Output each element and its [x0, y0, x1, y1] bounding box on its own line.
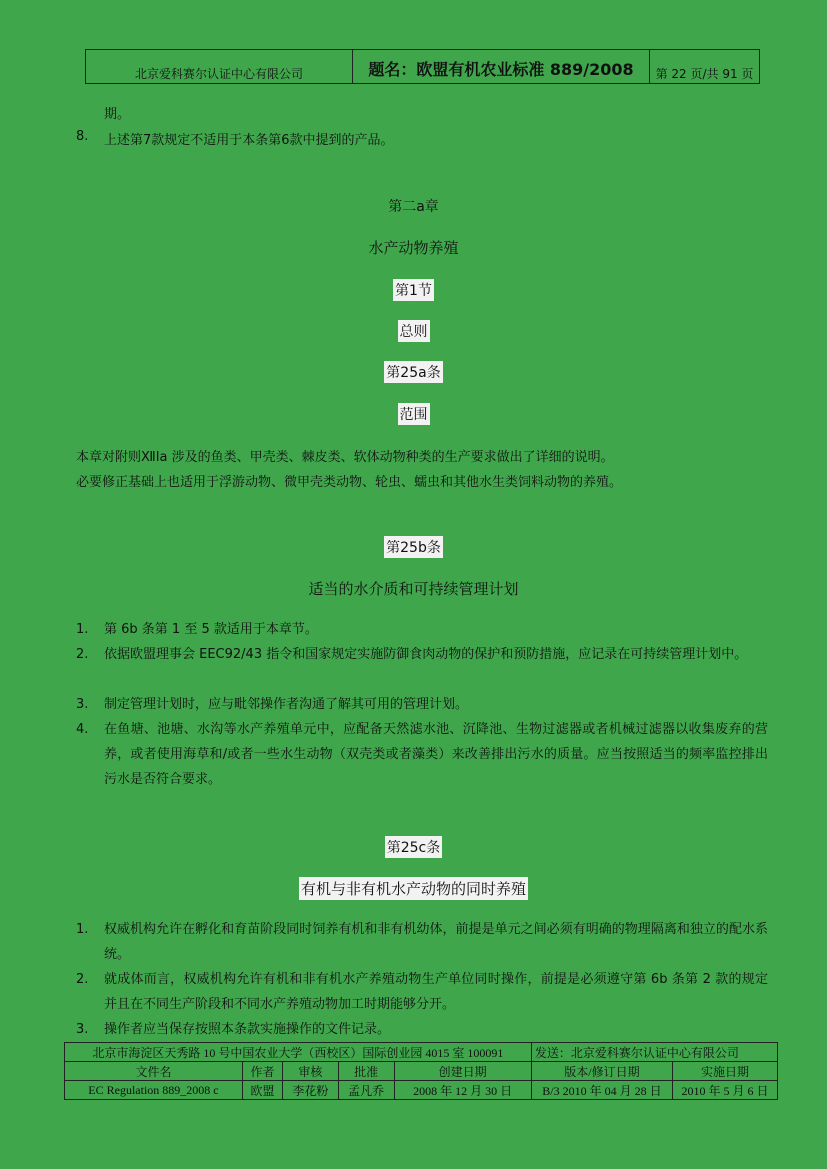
footer-header-cell: 版本/修订日期 [531, 1062, 672, 1081]
footer-value-cell: 2010 年 5 月 6 日 [672, 1081, 777, 1100]
header-company: 北京爱科赛尔认证中心有限公司 [86, 50, 353, 83]
item-number: 1. [76, 922, 89, 937]
footer-header-cell: 创建日期 [394, 1062, 531, 1081]
item-number: 2. [76, 972, 89, 987]
article-25b-title: 适当的水介质和可持续管理计划 [308, 580, 519, 598]
item-number: 3. [76, 1022, 89, 1037]
header-title: 题名：欧盟有机农业标准 889/2008 [353, 50, 650, 83]
footer-header-cell: 批准 [338, 1062, 394, 1081]
page-header [85, 49, 760, 84]
item-text: 依据欧盟理事会 EEC92/43 指令和国家规定实施防御食肉动物的保护和预防措施，应记录在可持续管理计划中。 [104, 647, 748, 662]
article-25a-paragraph: 必要修正基础上也适用于浮游动物、微甲壳类动物、轮虫、蠕虫和其他水生类饲料动物的养殖。 [76, 475, 623, 490]
footer-value-cell: 2008 年 12 月 30 日 [394, 1081, 531, 1100]
continued-text: 期。 [104, 107, 131, 122]
section-title: 总则 [0, 320, 827, 342]
header-page: 第 22 页/共 91 页 [655, 67, 754, 81]
chapter-heading: 第二a章 [388, 199, 439, 215]
item-number: 1. [76, 622, 89, 637]
item-text: 第 6b 条第 1 至 5 款适用于本章节。 [104, 622, 318, 637]
article-25a-paragraph: 本章对附则ⅫⅠa 涉及的鱼类、甲壳类、棘皮类、软体动物种类的生产要求做出了详细的说明。 [76, 450, 614, 465]
footer-value-cell: B/3 2010 年 04 月 28 日 [531, 1081, 672, 1100]
footer-header-cell: 审核 [283, 1062, 339, 1081]
item-text: 权威机构允许在孵化和育苗阶段同时饲养有机和非有机幼体，前提是单元之间必须有明确的物理隔离和独立的配水系统。 [104, 922, 768, 962]
footer-header-cell: 文件名 [65, 1062, 243, 1081]
item-text: 制定管理计划时，应与毗邻操作者沟通了解其可用的管理计划。 [104, 697, 469, 712]
item-number: 2. [76, 647, 89, 662]
footer-header-cell: 作者 [242, 1062, 282, 1081]
article-25b-heading: 第25b条 [0, 536, 827, 558]
article-25a-title: 范围 [0, 403, 827, 425]
footer-value-cell: 李花粉 [283, 1081, 339, 1100]
item-text: 就成体而言，权威机构允许有机和非有机水产养殖动物生产单位同时操作，前提是必须遵守第 6b 条第 2 款的规定并且在不同生产阶段和不同水产养殖动物加工时期能够分开。 [104, 972, 768, 1012]
article-25c-heading: 第25c条 [0, 836, 827, 858]
item-text: 操作者应当保存按照本条款实施操作的文件记录。 [104, 1022, 391, 1037]
footer-sender: 发送：北京爱科赛尔认证中心有限公司 [531, 1043, 777, 1062]
item-number: 8. [76, 129, 89, 144]
section-heading: 第1节 [0, 279, 827, 301]
item-text: 上述第7款规定不适用于本条第6款中提到的产品。 [104, 133, 394, 148]
footer-table [64, 1042, 778, 1100]
footer-value-cell: 欧盟 [242, 1081, 282, 1100]
item-text: 在鱼塘、池塘、水沟等水产养殖单元中，应配备天然滤水池、沉降池、生物过滤器或者机械过滤器以收集废弃的营养，或者使用海草和/或者一些水生动物（双壳类或者藻类）来改善排出污水的质量。应当按照适当的频率监控排出污水是否符合要求。 [104, 722, 768, 787]
chapter-title: 水产动物养殖 [368, 239, 459, 257]
footer-header-cell: 实施日期 [672, 1062, 777, 1081]
article-25a-heading: 第25a条 [0, 361, 827, 383]
footer-value-cell: 孟凡乔 [338, 1081, 394, 1100]
footer-value-cell: EC Regulation 889_2008 c [65, 1081, 243, 1100]
article-25c-title: 有机与非有机水产动物的同时养殖 [0, 877, 827, 900]
item-number: 4. [76, 722, 89, 737]
item-number: 3. [76, 697, 89, 712]
footer-address: 北京市海淀区天秀路 10 号中国农业大学（西校区）国际创业园 4015 室 100091 [65, 1043, 532, 1062]
